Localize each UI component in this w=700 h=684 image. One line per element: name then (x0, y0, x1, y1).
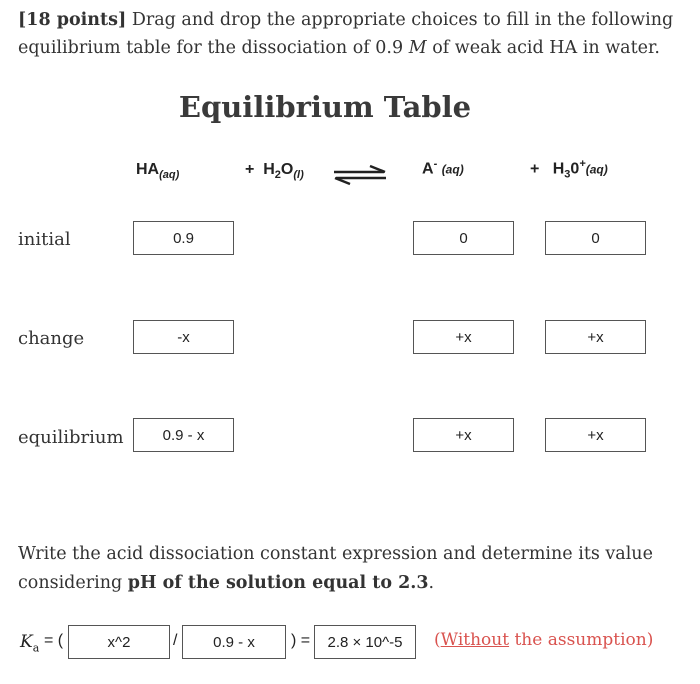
change-a-dropzone[interactable]: +x (413, 320, 514, 354)
equilibrium-h3o-dropzone[interactable]: +x (545, 418, 646, 452)
equilibrium-ha-dropzone[interactable]: 0.9 - x (133, 418, 234, 452)
ka-numerator-dropzone[interactable]: x^2 (68, 625, 170, 659)
equilibrium-arrow-icon (330, 164, 390, 186)
species-ha: $HA_{(aq)}$ (136, 161, 180, 182)
ka-symbol: $K_a$ (20, 632, 40, 655)
initial-a-dropzone[interactable]: 0 (413, 221, 514, 255)
row-label-change: change (18, 328, 85, 349)
ka-value-dropzone[interactable]: 2.8 × 10^-5 (314, 625, 416, 659)
part2-text: Write the acid dissociation constant expression and determine its value considering pH of the solution equal to 2.3. (18, 544, 653, 593)
row-label-equilibrium: equilibrium (18, 427, 124, 448)
molar-symbol: M (408, 38, 427, 58)
species-a-minus: A- (aq) (422, 158, 464, 178)
initial-h3o-dropzone[interactable]: 0 (545, 221, 646, 255)
question-body-2: of weak acid HA in water. (432, 38, 660, 58)
table-title: Equilibrium Table (178, 90, 472, 124)
species-h3o: + $H_30^+(aq)$ (530, 158, 608, 181)
points-label: [18 points] (18, 10, 127, 30)
question-text (18, 6, 688, 62)
change-h3o-dropzone[interactable]: +x (545, 320, 646, 354)
ka-denominator-dropzone[interactable]: 0.9 - x (182, 625, 286, 659)
equilibrium-a-dropzone[interactable]: +x (413, 418, 514, 452)
ka-divide-slash: / (173, 632, 178, 649)
ka-equals-open: = ( (44, 632, 64, 649)
question-body-1: Drag and drop the appropriate choices to fill in the following equilibrium table for the dissociation of 0.9 (18, 10, 674, 58)
change-ha-dropzone[interactable]: -x (133, 320, 234, 354)
assumption-note: (Without the assumption) (434, 630, 654, 650)
ph-condition: pH of the solution equal to 2.3 (127, 573, 429, 593)
ka-close-equals: ) = (291, 632, 311, 649)
row-label-initial: initial (18, 229, 71, 250)
initial-ha-dropzone[interactable]: 0.9 (133, 221, 234, 255)
species-h2o: + $H_2O_{(l)}$ (245, 161, 304, 182)
